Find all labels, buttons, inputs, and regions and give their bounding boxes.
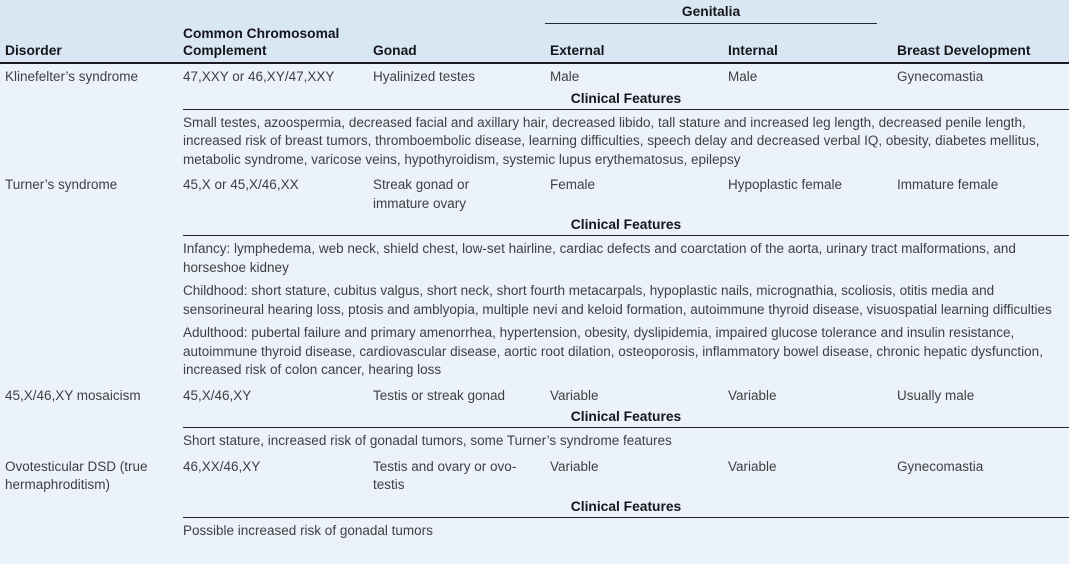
clinical-features-paragraph: Adulthood: pubertal failure and primary amenorrhea, hypertension, obesity, dyslipidemia, impaired glucose tolerance and insulin resistance, autoimmune thyroid disease, cardiovascular disease, aortic root dilation, osteoporosis, inflammatory bowel disease, chronic hepatic dysfunction, increased risk of colon cancer, hearing loss bbox=[183, 325, 1043, 377]
gonad-value: Testis or streak gonad bbox=[373, 387, 506, 403]
clinical-features-text bbox=[183, 428, 1069, 454]
clinical-features-paragraph: Short stature, increased risk of gonadal tumors, some Turner’s syndrome features bbox=[183, 433, 672, 448]
column-header-external: External bbox=[550, 43, 605, 58]
genitalia-internal-value: Hypoplastic female bbox=[728, 177, 843, 192]
clinical-features-subheader bbox=[183, 406, 1069, 428]
genitalia-external-value: Male bbox=[550, 69, 580, 84]
breast-development-value: Usually male bbox=[897, 387, 975, 403]
clinical-features-label: Clinical Features bbox=[570, 217, 682, 232]
genitalia-internal-value: Variable bbox=[728, 387, 777, 403]
column-header-row bbox=[0, 25, 1069, 62]
genitalia-internal-value: Variable bbox=[728, 458, 777, 474]
breast-development-value: Gynecomastia bbox=[897, 69, 984, 84]
column-header-breast-development: Breast Development bbox=[897, 43, 1031, 58]
genitalia-external-value: Female bbox=[550, 177, 596, 192]
clinical-features-label: Clinical Features bbox=[570, 498, 682, 514]
column-header-disorder: Disorder bbox=[5, 43, 62, 58]
gonad-value: Hyalinized testes bbox=[373, 69, 476, 84]
clinical-features-label: Clinical Features bbox=[570, 90, 682, 106]
chromosomal-complement-value: 46,XX/46,XY bbox=[183, 458, 261, 474]
table-header bbox=[0, 0, 1069, 64]
clinical-features-label: Clinical Features bbox=[570, 409, 682, 424]
breast-development-value: Gynecomastia bbox=[897, 458, 984, 474]
disorder-name: Klinefelter’s syndrome bbox=[5, 69, 139, 84]
table-row bbox=[0, 383, 1069, 407]
clinical-features-text bbox=[183, 236, 1069, 383]
clinical-features-paragraph: Childhood: short stature, cubitus valgus, short neck, short fourth metacarpals, hypoplastic nails, micrognathia, scoliosis, otitis media and sensorineural hearing loss, ptosis and amblyopia, multiple nevi and keloid formation, autoimmune thyroid disease, visuospatial learning difficulties bbox=[183, 283, 1052, 317]
chromosomal-complement-value: 45,X/46,XY bbox=[183, 387, 252, 403]
clinical-features-text bbox=[183, 110, 1069, 173]
disorder-name: Turner’s syndrome bbox=[5, 177, 118, 192]
genitalia-group-header: Genitalia bbox=[681, 4, 741, 19]
chromosomal-complement-value: 47,XXY or 46,XY/47,XXY bbox=[183, 69, 335, 84]
clinical-features-paragraph: Possible increased risk of gonadal tumors bbox=[183, 522, 433, 538]
clinical-features-subheader bbox=[183, 214, 1069, 236]
disorder-name: Ovotesticular DSD (true hermaphroditism) bbox=[5, 458, 148, 492]
clinical-features-paragraph: Infancy: lymphedema, web neck, shield chest, low-set hairline, cardiac defects and coarctation of the aorta, urinary tract malformations, and horseshoe kidney bbox=[183, 241, 1016, 275]
gonad-value: Streak gonad or immature ovary bbox=[373, 177, 470, 211]
chromosomal-complement-value: 45,X or 45,X/46,XX bbox=[183, 177, 299, 192]
disorder-name: 45,X/46,XY mosaicism bbox=[5, 387, 141, 403]
gonad-value: Testis and ovary or ovo-testis bbox=[373, 458, 517, 492]
genitalia-external-value: Variable bbox=[550, 387, 599, 403]
clinical-features-paragraph: Small testes, azoospermia, decreased facial and axillary hair, decreased libido, tall stature and increased leg length, decreased penile length, increased risk of breast tumors, thromboembolic disease, learning difficulties, speech delay and decreased verbal IQ, obesity, diabetes mellitus, metabolic syndrome, varicose veins, hypothyroidism, systemic lupus erythematosus, epilepsy bbox=[183, 114, 1040, 167]
genitalia-group-row bbox=[0, 4, 1069, 25]
column-header-chromosomal-complement: Common Chromosomal Complement bbox=[183, 26, 340, 58]
clinical-features-subheader bbox=[183, 88, 1069, 110]
table-row bbox=[0, 454, 1069, 496]
column-header-gonad: Gonad bbox=[373, 43, 417, 58]
table-row bbox=[0, 64, 1069, 88]
column-header-internal: Internal bbox=[728, 43, 778, 58]
clinical-features-text bbox=[183, 518, 1069, 544]
table-row bbox=[0, 172, 1069, 214]
breast-development-value: Immature female bbox=[897, 177, 999, 192]
genitalia-external-value: Variable bbox=[550, 458, 599, 474]
genitalia-underline-rule bbox=[545, 23, 877, 24]
clinical-features-subheader bbox=[183, 496, 1069, 518]
genitalia-internal-value: Male bbox=[728, 69, 758, 84]
